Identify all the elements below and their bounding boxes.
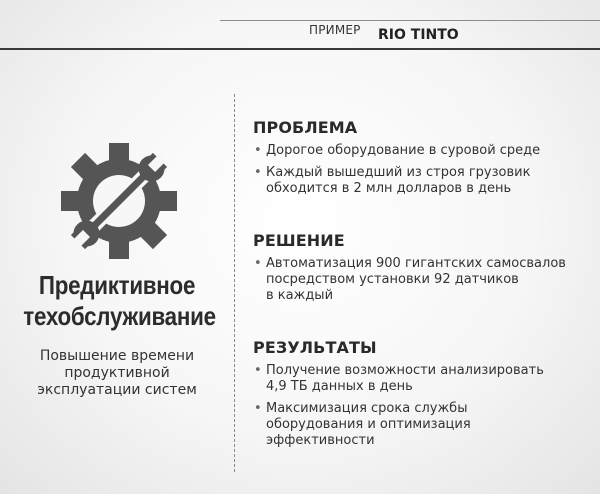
title-line: Предиктивное xyxy=(38,270,196,300)
item-line: оборудования и оптимизация xyxy=(266,417,471,432)
item-line: обходится в 2 млн долларов в день xyxy=(266,181,512,196)
header-top-rule xyxy=(220,20,600,21)
list-item xyxy=(253,143,593,159)
section-problem xyxy=(253,118,593,203)
list-item xyxy=(253,363,593,395)
header-bar xyxy=(0,20,600,50)
subtitle-line: Повышение времени xyxy=(39,348,195,364)
solution-title xyxy=(23,270,216,332)
bullet-icon: • xyxy=(254,165,262,180)
item-line: посредством установки 92 датчиков xyxy=(266,272,519,287)
list-item xyxy=(253,256,593,304)
bullet-icon: • xyxy=(254,256,262,271)
title-line: техобслуживание xyxy=(23,301,216,331)
subtitle-line: продуктивной xyxy=(64,365,170,381)
bullet-icon: • xyxy=(254,363,262,378)
bullet-icon: • xyxy=(254,401,262,416)
section-solution xyxy=(253,231,593,310)
item-line: 4,9 ТБ данных в день xyxy=(266,379,413,394)
header-bottom-rule xyxy=(0,48,600,50)
section-results xyxy=(253,338,593,455)
section-heading: РЕШЕНИЕ xyxy=(253,231,345,250)
item-line: Максимизация срока службы xyxy=(266,401,468,416)
list-item xyxy=(253,401,593,449)
item-line: Дорогое оборудование в суровой среде xyxy=(266,143,541,158)
subtitle-line: эксплуатации систем xyxy=(37,382,197,398)
section-heading: ПРОБЛЕМА xyxy=(253,118,358,137)
example-label: ПРИМЕР xyxy=(309,23,361,37)
solution-subtitle xyxy=(14,348,220,399)
item-line: эффективности xyxy=(266,433,375,448)
item-line: в каждый xyxy=(266,288,334,303)
vertical-divider xyxy=(234,94,235,472)
section-heading: РЕЗУЛЬТАТЫ xyxy=(253,338,377,357)
company-name: RIO TINTO xyxy=(378,27,459,43)
item-line: Получение возможности анализировать xyxy=(266,363,544,378)
bullet-icon: • xyxy=(254,143,262,158)
list-item xyxy=(253,165,593,197)
item-line: Автоматизация 900 гигантских самосвалов xyxy=(266,256,566,271)
item-line: Каждый вышедший из строя грузовик xyxy=(266,165,531,180)
gear-wrench-icon xyxy=(55,137,183,265)
